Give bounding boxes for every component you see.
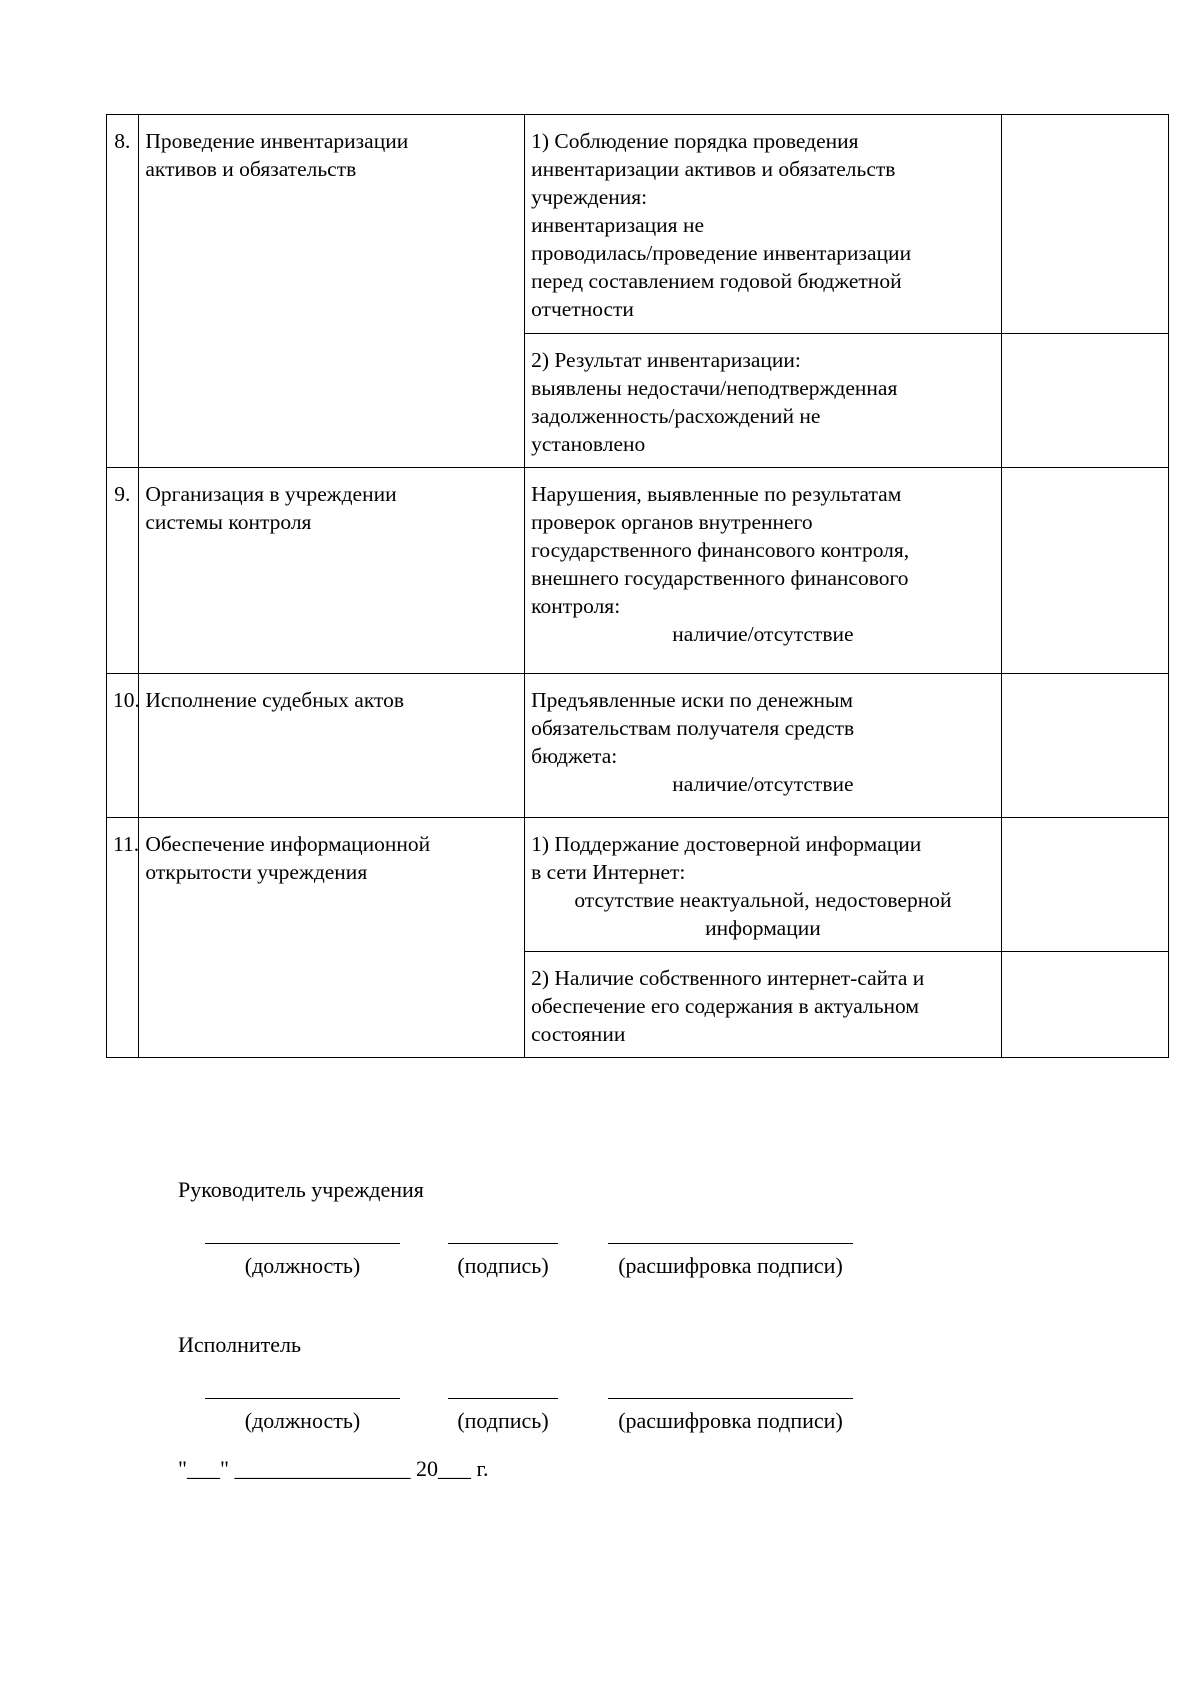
row-number: 10.: [107, 674, 139, 818]
head-signature-caption: (подпись): [457, 1253, 549, 1278]
row-indicator: Обеспечение информационной открытости учреждения: [139, 818, 525, 1058]
table-row: [107, 468, 1169, 674]
executor-signature-line[interactable]: [448, 1398, 558, 1399]
row-indicator: Проведение инвентаризации активов и обязательств: [139, 115, 525, 468]
row-number: 11.: [107, 818, 139, 1058]
inventory-criteria-table: [106, 114, 1169, 1058]
row-value-cell: [1001, 334, 1168, 468]
row-indicator: Организация в учреждении системы контроля: [139, 468, 525, 674]
table-row: [107, 818, 1169, 952]
head-decode-line[interactable]: [608, 1243, 853, 1244]
date-line[interactable]: "___" ________________ 20___ г.: [178, 1456, 489, 1481]
head-position-caption: (должность): [244, 1253, 361, 1278]
row-criterion: 1) Соблюдение порядка проведения инвентаризации активов и обязательств учреждения: инвентаризация не проводилась/проведение инвентаризации перед составлением годовой бюджетной отчетности: [525, 115, 1002, 334]
row-criterion: Нарушения, выявленные по результатам проверок органов внутреннего государственного финансового контроля, внешнего государственного финансового контроля: наличие/отсутствие: [525, 468, 1002, 674]
executor-decode-caption: (расшифровка подписи): [618, 1408, 843, 1433]
executor-position-line[interactable]: [205, 1398, 400, 1399]
row-indicator: Исполнение судебных актов: [139, 674, 525, 818]
row-value-cell: [1001, 818, 1168, 952]
row-criterion: 2) Результат инвентаризации: выявлены недостачи/неподтвержденная задолженность/расхождений не установлено: [525, 334, 1002, 468]
head-signature-title: Руководитель учреждения: [178, 1177, 424, 1202]
table-row: [107, 115, 1169, 334]
row-criterion: 1) Поддержание достоверной информации в сети Интернет: отсутствие неактуальной, недостоверной информации: [525, 818, 1002, 952]
row-number: 8.: [107, 115, 139, 468]
row-number: 9.: [107, 468, 139, 674]
head-decode-caption: (расшифровка подписи): [618, 1253, 843, 1278]
table-row: [107, 674, 1169, 818]
executor-decode-line[interactable]: [608, 1398, 853, 1399]
executor-signature-caption: (подпись): [457, 1408, 549, 1433]
row-criterion: 2) Наличие собственного интернет-сайта и обеспечение его содержания в актуальном состоянии: [525, 952, 1002, 1058]
head-position-line[interactable]: [205, 1243, 400, 1244]
row-value-cell: [1001, 115, 1168, 334]
head-signature-line[interactable]: [448, 1243, 558, 1244]
row-value-cell: [1001, 952, 1168, 1058]
row-value-cell: [1001, 674, 1168, 818]
executor-signature-title: Исполнитель: [178, 1332, 302, 1357]
row-value-cell: [1001, 468, 1168, 674]
row-criterion: Предъявленные иски по денежным обязательствам получателя средств бюджета: наличие/отсутствие: [525, 674, 1002, 818]
executor-position-caption: (должность): [244, 1408, 361, 1433]
